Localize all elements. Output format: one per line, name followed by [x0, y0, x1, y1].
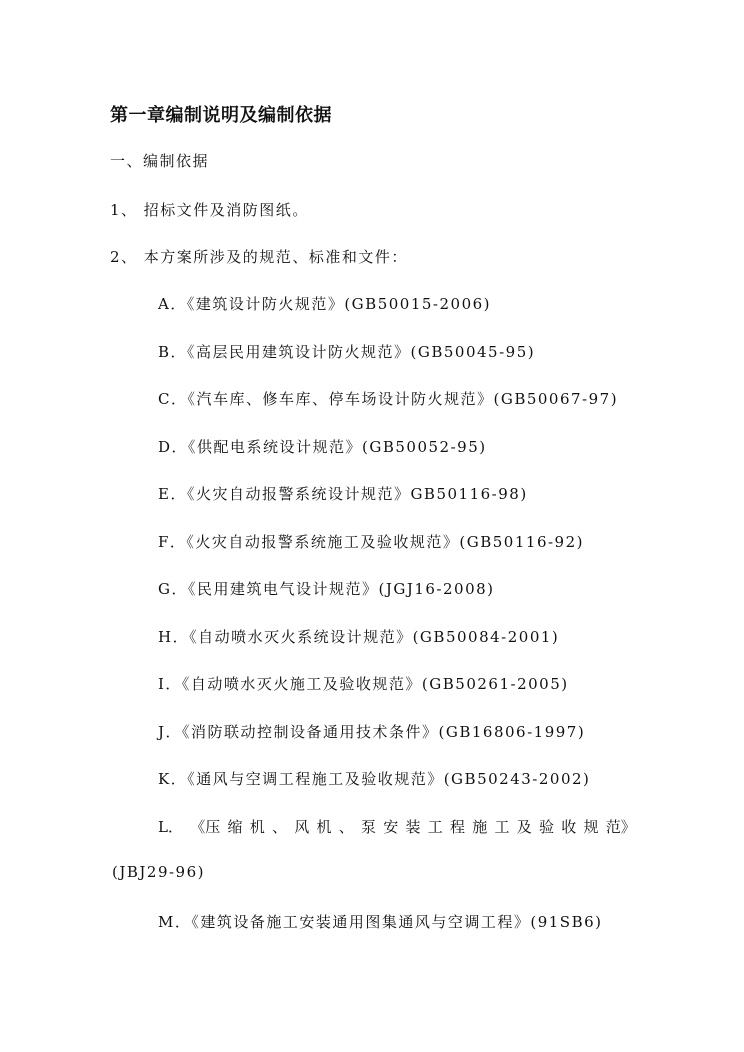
standard-item: H．《自动喷水灭火系统设计规范》(GB50084-2001): [158, 628, 560, 646]
standard-l-part: 施: [472, 818, 488, 836]
standard-l-part: 机: [316, 818, 332, 836]
standard-item-l: [158, 816, 636, 837]
standard-l-part: 验: [538, 818, 554, 836]
standard-l-part: 、: [271, 818, 287, 836]
standard-item: E．《火灾自动报警系统设计规范》GB50116-98): [158, 485, 528, 503]
standard-l-part: 缩: [227, 818, 243, 836]
standard-l-part: 程: [449, 818, 465, 836]
standard-l-part: 安: [383, 818, 399, 836]
standard-l-part: 泵: [360, 818, 376, 836]
standard-l-part: 《压: [190, 818, 221, 836]
standard-l-part: L．: [158, 818, 183, 836]
standard-l-continuation: (JBJ29-96): [112, 863, 205, 881]
standard-item: M．《建筑设备施工安装通用图集通风与空调工程》(91SB6): [158, 913, 603, 931]
standard-item: C．《汽车库、修车库、停车场设计防火规范》(GB50067-97): [158, 390, 619, 408]
standard-l-part: 、: [338, 818, 354, 836]
list-item: 2、 本方案所涉及的规范、标准和文件：: [110, 248, 408, 266]
standard-item: A．《建筑设计防火规范》(GB50015-2006): [158, 295, 492, 313]
standard-l-part: 规: [583, 818, 599, 836]
standard-l-part: 及: [516, 818, 532, 836]
standard-item: J．《消防联动控制设备通用技术条件》(GB16806-1997): [158, 723, 586, 741]
chapter-title: 第一章编制说明及编制依据: [110, 105, 332, 126]
standard-item: I．《自动喷水灭火施工及验收规范》(GB50261-2005): [158, 675, 569, 693]
standard-item: D．《供配电系统设计规范》(GB50052-95): [158, 438, 487, 456]
standard-l-part: 范》: [605, 818, 636, 836]
standard-item: B．《高层民用建筑设计防火规范》(GB50045-95): [158, 343, 536, 361]
standard-l-part: 工: [494, 818, 510, 836]
list-item: 1、 招标文件及消防图纸。: [110, 201, 309, 219]
standard-l-part: 风: [294, 818, 310, 836]
standard-l-part: 工: [427, 818, 443, 836]
standard-item: G．《民用建筑电气设计规范》(JGJ16-2008): [158, 580, 495, 598]
standard-item: K．《通风与空调工程施工及验收规范》(GB50243-2002): [158, 770, 591, 788]
standard-l-part: 装: [405, 818, 421, 836]
standard-l-part: 收: [561, 818, 577, 836]
section-heading: 一、编制依据: [110, 152, 210, 170]
standard-l-part: 机: [249, 818, 265, 836]
standard-item: F．《火灾自动报警系统施工及验收规范》(GB50116-92): [158, 533, 584, 551]
